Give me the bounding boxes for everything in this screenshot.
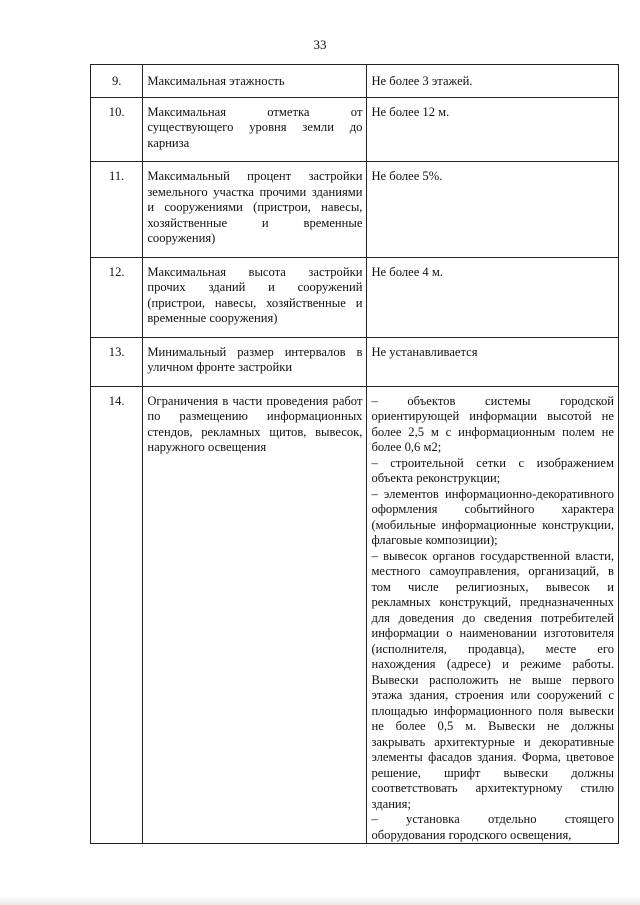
parameter-name: Максимальная высота застройки прочих зданий и сооружений (пристрои, навесы, хозяйственные и временные сооружения) [143, 257, 367, 337]
parameter-name: Максимальная этажность [143, 65, 367, 98]
value-item: – строительной сетки с изображением объекта реконструкции; [371, 455, 614, 485]
table-row [91, 386, 619, 844]
row-number: 14. [91, 386, 143, 844]
page-number: 33 [313, 37, 327, 52]
parameter-value: Не более 5%. [367, 162, 619, 258]
value-item: – установка отдельно стоящего оборудования городского освещения, [371, 812, 614, 842]
table-row [91, 257, 619, 337]
regulations-table [90, 64, 619, 844]
parameter-value: Не более 3 этажей. [367, 65, 619, 98]
row-number: 12. [91, 257, 143, 337]
parameter-name: Максимальный процент застройки земельного участка прочими зданиями и сооружениями (пристрои, навесы, хозяйственные и временные сооружения) [143, 162, 367, 258]
row-number: 9. [91, 65, 143, 98]
row-number: 11. [91, 162, 143, 258]
parameter-value [367, 386, 619, 844]
parameter-name: Ограничения в части проведения работ по размещению информационных стендов, рекламных щитов, вывесок, наружного освещения [143, 386, 367, 844]
table-row [91, 337, 619, 386]
value-item: – элементов информационно-декоративного оформления событийного характера (мобильные информационные конструкции, флаговые композиции); [371, 486, 614, 547]
value-item: – объектов системы городской ориентирующей информации высотой не более 2,5 м с информационным полем не более 0,6 м2; [371, 393, 614, 454]
parameter-value: Не устанавливается [367, 337, 619, 386]
parameter-name: Максимальная отметка от существующего уровня земли до карниза [143, 97, 367, 162]
table-row [91, 65, 619, 98]
table-row [91, 97, 619, 162]
parameter-value: Не более 4 м. [367, 257, 619, 337]
row-number: 13. [91, 337, 143, 386]
parameter-name: Минимальный размер интервалов в уличном фронте застройки [143, 337, 367, 386]
parameter-value: Не более 12 м. [367, 97, 619, 162]
scan-edge-shadow [0, 896, 640, 905]
table-row [91, 162, 619, 258]
row-number: 10. [91, 97, 143, 162]
value-item: – вывесок органов государственной власти, местного самоуправления, организаций, в том числе религиозных, вывесок и рекламных конструкций, предназначенных для доведения до сведения потребителей информации о наименовании изготовителя (исполнителя, продавца), месте его нахождения (адресе) и режиме работы. Вывески расположить не выше первого этажа здания, строения или сооружений с площадью информационного поля вывески не более 0,5 м. Вывески не должны закрывать архитектурные и декоративные элементы фасадов здания. Форма, цветовое решение, шрифт вывески должны соответствовать архитектурному стилю здания; [371, 548, 614, 811]
